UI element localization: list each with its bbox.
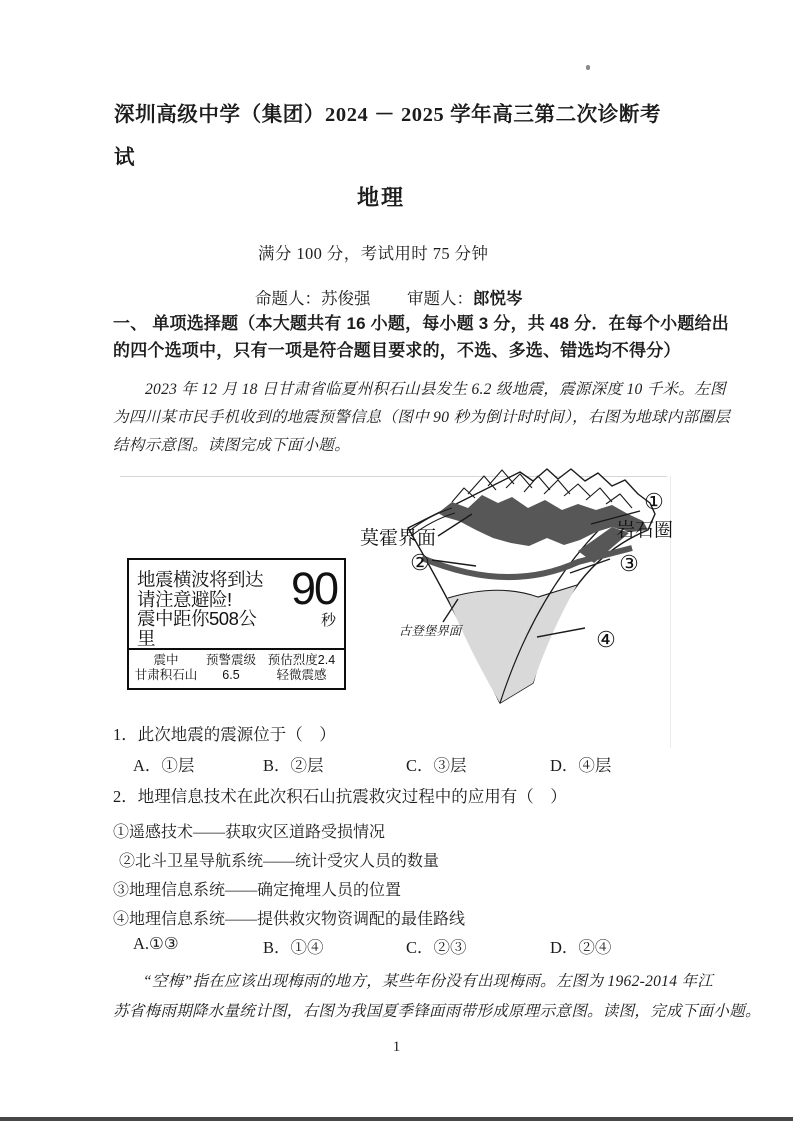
- scan-speck: [586, 65, 590, 70]
- warning-line2: 请注意避险!: [137, 588, 232, 610]
- reviewer-name: 郎悦岑: [473, 290, 523, 308]
- warning-line1: 地震横波将到达: [137, 569, 264, 590]
- layer4-number: ④: [596, 627, 616, 652]
- question-2-options: [113, 934, 680, 956]
- passage-earthquake-line2: 为四川某市民手机收到的地震预警信息（图中 90 秒为倒计时时间），右图为地球内部圈层: [113, 409, 731, 426]
- reviewer-label: 审题人：: [407, 289, 473, 308]
- gutenberg-label: 古登堡界面: [398, 624, 462, 638]
- section-heading-line1: 一、 单项选择题（本大题共有 16 小题，每小题 3 分，共 48 分．在每个小题给出: [113, 314, 729, 333]
- exam-info: 满分 100 分，考试用时 75 分钟: [258, 244, 489, 263]
- epicenter-col: [129, 653, 203, 696]
- q2-option-a: A.①③: [133, 934, 179, 953]
- setter-name: 苏俊强: [321, 289, 371, 308]
- reviewer: [407, 285, 523, 309]
- subject-title: 地理: [356, 185, 405, 210]
- question-1-text: 1．此次地震的震源位于（ ）: [113, 725, 336, 744]
- magnitude-value: 6.5: [222, 667, 240, 682]
- moho-label: 莫霍界面: [359, 528, 436, 549]
- passage-earthquake-line1: 2023 年 12 月 18 日甘肃省临夏州积石山县发生 6.2 级地震，震源深度 10 千米。左图: [145, 381, 726, 398]
- warning-card-text: [137, 569, 271, 649]
- exam-title-line2: 试: [114, 147, 136, 169]
- setter-label: 命题人：: [255, 289, 321, 308]
- section-heading-line2: 的四个选项中，只有一项是符合题目要求的，不选、多选、错选均不得分）: [113, 341, 681, 360]
- page-number: 1: [392, 1039, 401, 1055]
- q2-option-d: D．②④: [550, 938, 612, 957]
- q1-option-c: C．③层: [406, 756, 467, 775]
- passage-meiyu-line2: 苏省梅雨期降水量统计图，右图为我国夏季锋面雨带形成原理示意图。读图，完成下面小题。: [113, 1003, 761, 1020]
- q2-item-4: ④地理信息系统——提供救灾物资调配的最佳路线: [113, 911, 466, 928]
- epicenter-value: 甘肃积石山: [134, 667, 198, 682]
- layer2-number: ②: [410, 550, 430, 575]
- intensity-value: 轻微震感: [276, 667, 327, 682]
- page-bottom-edge: [0, 1117, 793, 1121]
- q2-option-c: C．②③: [406, 938, 467, 957]
- lithosphere-label: 岩石圈: [616, 520, 674, 541]
- magnitude-label: 预警震级: [205, 653, 256, 667]
- intensity-label: 预估烈度2.4: [267, 653, 336, 667]
- earthquake-warning-card: [127, 558, 346, 690]
- q2-item-3: ③地理信息系统——确定掩埋人员的位置: [113, 882, 402, 899]
- q2-item-2: ②北斗卫星导航系统——统计受灾人员的数量: [119, 853, 440, 870]
- countdown-seconds: 90: [290, 563, 337, 614]
- q1-option-a: A．①层: [133, 756, 195, 775]
- question-1-options: [113, 752, 680, 774]
- setter: [255, 285, 371, 309]
- warning-card-footer: [129, 648, 344, 696]
- countdown-block: [271, 563, 339, 645]
- exam-title-line1: 深圳高级中学（集团）2024 － 2025 学年高三第二次诊断考: [114, 104, 662, 126]
- magnitude-col: [203, 653, 259, 696]
- passage-earthquake-line3: 结构示意图。读图完成下面小题。: [113, 437, 351, 454]
- intensity-col: [259, 653, 344, 696]
- passage-meiyu-line1: “空梅”指在应该出现梅雨的地方，某些年份没有出现梅雨。左图为 1962-2014 年江: [143, 973, 714, 990]
- earth-interior-diagram: [348, 466, 696, 756]
- q1-option-b: B．②层: [263, 756, 324, 775]
- q2-item-1: ①遥感技术——获取灾区道路受损情况: [113, 824, 386, 841]
- layer3-number: ③: [619, 551, 639, 576]
- warning-line3: 震中距你508公里: [137, 608, 257, 649]
- q1-option-d: D．④层: [550, 756, 612, 775]
- question-2-text: 2．地理信息技术在此次积石山抗震救灾过程中的应用有（ ）: [113, 787, 567, 806]
- epicenter-label: 震中: [153, 653, 179, 667]
- q2-option-b: B．①④: [263, 938, 324, 957]
- layer1-number: ①: [644, 489, 664, 514]
- countdown-unit: 秒: [320, 612, 336, 629]
- warning-card-main: [129, 560, 344, 649]
